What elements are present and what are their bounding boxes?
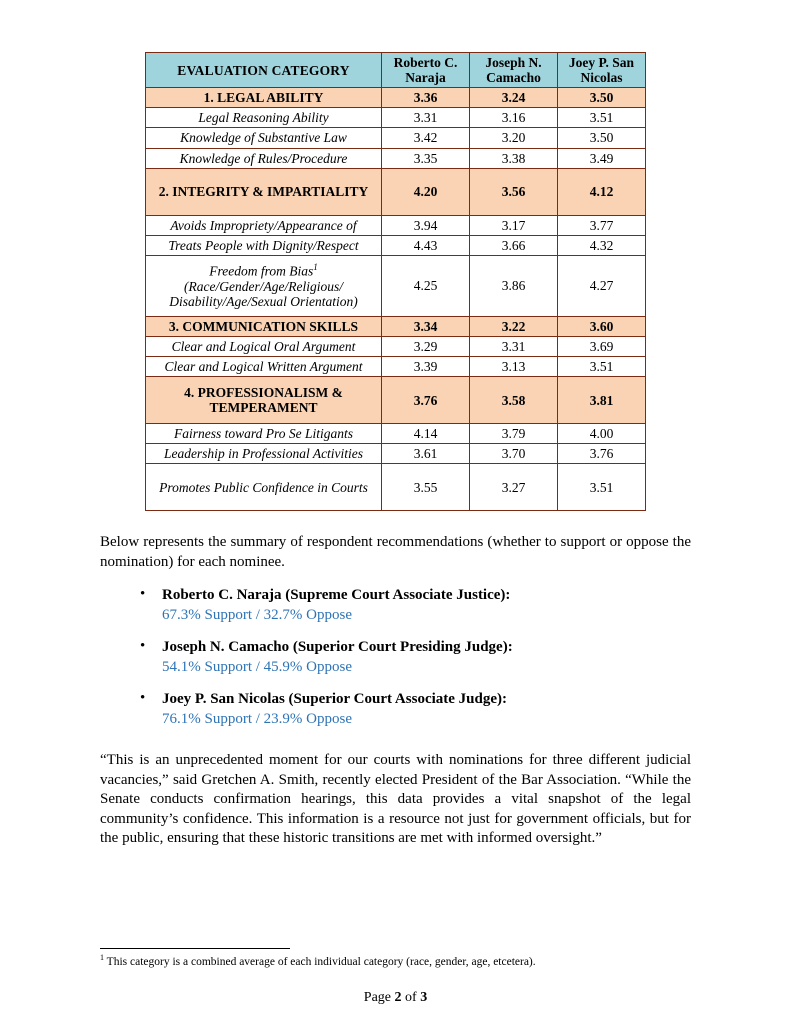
row-label: Knowledge of Rules/Procedure — [146, 148, 382, 168]
row-label: Promotes Public Confidence in Courts — [146, 464, 382, 511]
table-row — [146, 148, 646, 168]
column-header-category: EVALUATION CATEGORY — [146, 53, 382, 88]
table-row — [146, 215, 646, 235]
row-value: 4.43 — [382, 235, 470, 255]
row-value: 4.00 — [558, 424, 646, 444]
intro-paragraph: Below represents the summary of respondent recommendations (whether to support or oppose the nomination) for each nominee. — [100, 534, 691, 570]
row-value: 3.58 — [470, 377, 558, 424]
nominee-name: • Joseph N. Camacho (Superior Court Presiding Judge): — [162, 639, 513, 656]
row-value: 3.76 — [382, 377, 470, 424]
column-header-nominee-3: Joey P. San Nicolas — [558, 53, 646, 88]
table-row — [146, 444, 646, 464]
page-total: 3 — [420, 990, 428, 1005]
bias-line-2: (Race/Gender/Age/Religious/ — [184, 279, 343, 295]
footnote-section — [100, 948, 691, 970]
row-value: 3.50 — [558, 88, 646, 108]
row-label: 1. LEGAL ABILITY — [146, 88, 382, 108]
page-footer — [0, 990, 791, 1006]
row-value: 3.77 — [558, 215, 646, 235]
column-header-nominee-1: Roberto C. Naraja — [382, 53, 470, 88]
row-label: Treats People with Dignity/Respect — [146, 235, 382, 255]
table-row — [146, 377, 646, 424]
row-value: 3.49 — [558, 148, 646, 168]
nominee-stats: 54.1% Support / 45.9% Oppose — [162, 658, 352, 675]
row-value: 3.55 — [382, 464, 470, 511]
row-value: 4.14 — [382, 424, 470, 444]
quote-paragraph: “This is an unprecedented moment for our courts with nominations for three different judicial vacancies,” said Gretchen A. Smith, recently elected President of the Bar Association. “While the Senate conducts confirmation hearings, this data provides a vital snapshot of the legal community’s confidence. This information is a resource not just for government officials, but for the public, ensuring that these historic transitions are met with informed oversight.” — [100, 752, 691, 847]
table-row — [146, 336, 646, 356]
footnote-marker: 1 — [313, 262, 318, 273]
row-value: 3.22 — [470, 316, 558, 336]
table-row — [146, 88, 646, 108]
row-value: 3.39 — [382, 357, 470, 377]
evaluation-table — [145, 52, 646, 511]
table-row — [146, 316, 646, 336]
row-label: 4. PROFESSIONALISM & TEMPERAMENT — [146, 377, 382, 424]
table-row — [146, 168, 646, 215]
table-row — [146, 128, 646, 148]
row-value: 3.66 — [470, 235, 558, 255]
page-current: 2 — [394, 990, 402, 1005]
row-value: 3.34 — [382, 316, 470, 336]
row-value: 3.31 — [470, 336, 558, 356]
row-value: 4.25 — [382, 255, 470, 316]
table-row — [146, 235, 646, 255]
row-value: 3.79 — [470, 424, 558, 444]
list-item — [100, 638, 691, 677]
page-middle: of — [401, 990, 421, 1005]
footnote-number: 1 — [100, 953, 104, 963]
row-value: 3.31 — [382, 108, 470, 128]
row-value: 3.51 — [558, 108, 646, 128]
row-value: 3.36 — [382, 88, 470, 108]
row-value: 4.32 — [558, 235, 646, 255]
row-value: 3.94 — [382, 215, 470, 235]
footnote-divider — [100, 948, 290, 949]
row-label: Clear and Logical Oral Argument — [146, 336, 382, 356]
row-value: 3.69 — [558, 336, 646, 356]
page-prefix: Page — [363, 990, 395, 1005]
row-label: Legal Reasoning Ability — [146, 108, 382, 128]
footnote-body: This category is a combined average of each individual category (race, gender, age, etcetera). — [104, 956, 536, 969]
footnote-text — [100, 953, 691, 970]
nominee-stats: 76.1% Support / 23.9% Oppose — [162, 710, 352, 727]
row-value: 3.35 — [382, 148, 470, 168]
row-value: 4.20 — [382, 168, 470, 215]
row-value: 3.13 — [470, 357, 558, 377]
row-value: 3.27 — [470, 464, 558, 511]
row-label: 2. INTEGRITY & IMPARTIALITY — [146, 168, 382, 215]
row-value: 4.27 — [558, 255, 646, 316]
row-label: Clear and Logical Written Argument — [146, 357, 382, 377]
list-item — [100, 690, 691, 729]
row-value: 3.20 — [470, 128, 558, 148]
nominee-name: • Joey P. San Nicolas (Superior Court Associate Judge): — [162, 691, 507, 708]
row-label: Knowledge of Substantive Law — [146, 128, 382, 148]
row-value: 3.42 — [382, 128, 470, 148]
table-header-row — [146, 53, 646, 88]
table-row — [146, 424, 646, 444]
row-value: 3.60 — [558, 316, 646, 336]
list-item — [100, 586, 691, 625]
row-value: 3.24 — [470, 88, 558, 108]
row-label: Avoids Impropriety/Appearance of — [146, 215, 382, 235]
row-value: 3.17 — [470, 215, 558, 235]
nominee-list — [100, 586, 691, 729]
row-value: 3.81 — [558, 377, 646, 424]
table-row — [146, 108, 646, 128]
row-value: 3.86 — [470, 255, 558, 316]
row-value: 3.51 — [558, 464, 646, 511]
column-header-nominee-2: Joseph N. Camacho — [470, 53, 558, 88]
row-value: 4.12 — [558, 168, 646, 215]
row-value: 3.50 — [558, 128, 646, 148]
row-value: 3.51 — [558, 357, 646, 377]
table-row — [146, 357, 646, 377]
bias-line-3: Disability/Age/Sexual Orientation) — [169, 294, 358, 310]
table-row — [146, 255, 646, 316]
row-value: 3.29 — [382, 336, 470, 356]
row-label: 3. COMMUNICATION SKILLS — [146, 316, 382, 336]
row-value: 3.56 — [470, 168, 558, 215]
row-label: Leadership in Professional Activities — [146, 444, 382, 464]
table-row — [146, 464, 646, 511]
row-value: 3.61 — [382, 444, 470, 464]
row-value: 3.38 — [470, 148, 558, 168]
row-value: 3.70 — [470, 444, 558, 464]
bias-line-1: Freedom from Bias — [209, 263, 314, 279]
row-label: Fairness toward Pro Se Litigants — [146, 424, 382, 444]
row-label-bias — [146, 255, 382, 316]
row-value: 3.76 — [558, 444, 646, 464]
nominee-stats: 67.3% Support / 32.7% Oppose — [162, 606, 352, 623]
nominee-name: • Roberto C. Naraja (Supreme Court Associate Justice): — [162, 587, 511, 604]
row-value: 3.16 — [470, 108, 558, 128]
